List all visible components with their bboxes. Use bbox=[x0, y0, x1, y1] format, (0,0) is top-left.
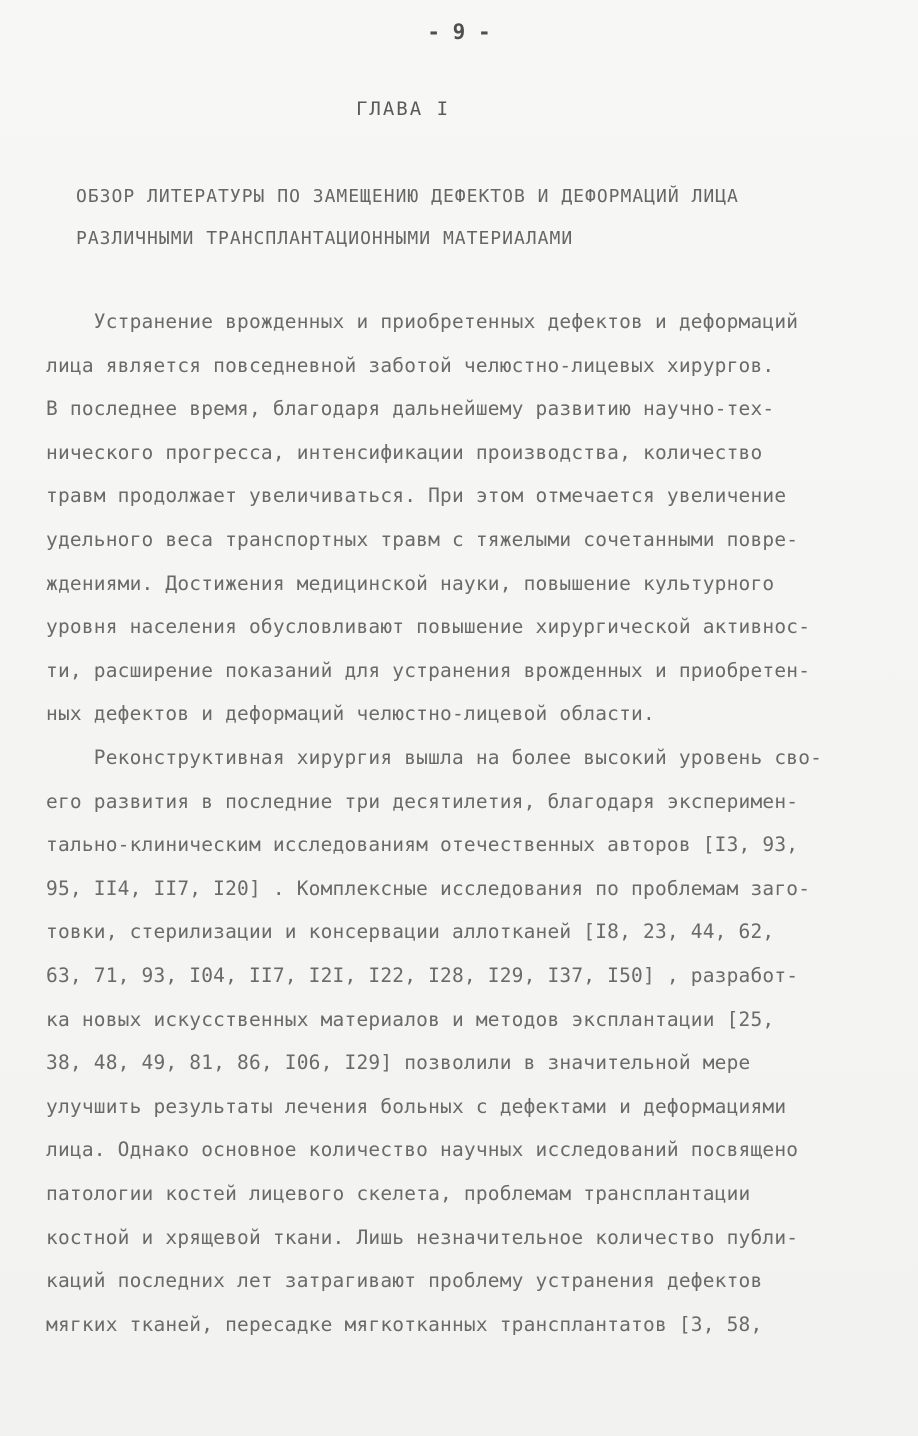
body-line: удельного веса транспортных травм с тяжелыми сочетанными повре- bbox=[46, 528, 799, 551]
chapter-title-line-2: РАЗЛИЧНЫМИ ТРАНСПЛАНТАЦИОННЫМИ МАТЕРИАЛАМИ bbox=[76, 228, 574, 249]
chapter-title-line-1: ОБЗОР ЛИТЕРАТУРЫ ПО ЗАМЕЩЕНИЮ ДЕФЕКТОВ И ДЕФОРМАЦИЙ ЛИЦА bbox=[76, 186, 739, 207]
body-line: ка новых искусственных материалов и методов эксплантации [25, bbox=[46, 1007, 775, 1031]
body-line: В последнее время, благодаря дальнейшему развитию научно-тех- bbox=[46, 397, 775, 421]
body-line: 63, 71, 93, I04, II7, I2I, I22, I28, I29, I37, I50] , разработ- bbox=[46, 964, 799, 987]
body-line: его развития в последние три десятилетия, благодаря эксперимен- bbox=[46, 789, 799, 813]
page-number: - 9 - bbox=[427, 20, 491, 44]
body-line: 95, II4, II7, I20] . Комплексные исследования по проблемам заго- bbox=[46, 876, 811, 900]
body-line: товки, стерилизации и консервации аллотканей [I8, 23, 44, 62, bbox=[46, 920, 775, 944]
body-line: тально-клиническим исследованиям отечественных авторов [I3, 93, bbox=[46, 833, 799, 857]
body-line: уровня населения обусловливают повышение хирургической активнос- bbox=[46, 615, 811, 639]
body-line: ждениями. Достижения медицинской науки, повышение культурного bbox=[46, 571, 775, 595]
body-line: костной и хрящевой ткани. Лишь незначительное количество публи- bbox=[46, 1225, 799, 1249]
body-line: нического прогресса, интенсификации производства, количество bbox=[46, 440, 763, 464]
body-line: Реконструктивная хирургия вышла на более высокий уровень сво- bbox=[46, 746, 823, 769]
body-line: ти, расширение показаний для устранения врожденных и приобретен- bbox=[46, 658, 811, 682]
body-line: Устранение врожденных и приобретенных дефектов и деформаций bbox=[46, 310, 799, 333]
body-line: мягких тканей, пересадке мягкотканных трансплантатов [3, 58, bbox=[46, 1312, 763, 1336]
body-line: патологии костей лицевого скелета, проблемам трансплантации bbox=[46, 1182, 751, 1205]
body-line: ных дефектов и деформаций челюстно-лицевой области. bbox=[46, 702, 655, 726]
body-line: улучшить результаты лечения больных с дефектами и деформациями bbox=[46, 1094, 787, 1118]
body-line: лица. Однако основное количество научных исследований посвящено bbox=[46, 1138, 799, 1162]
body-line: лица является повседневной заботой челюстно-лицевых хирургов. bbox=[46, 353, 775, 377]
body-line: каций последних лет затрагивают проблему устранения дефектов bbox=[46, 1269, 763, 1293]
body-line: травм продолжает увеличиваться. При этом отмечается увеличение bbox=[46, 484, 787, 508]
chapter-heading: ГЛАВА I bbox=[355, 98, 451, 120]
body-line: 38, 48, 49, 81, 86, I06, I29] позволили в значительной мере bbox=[46, 1051, 751, 1075]
